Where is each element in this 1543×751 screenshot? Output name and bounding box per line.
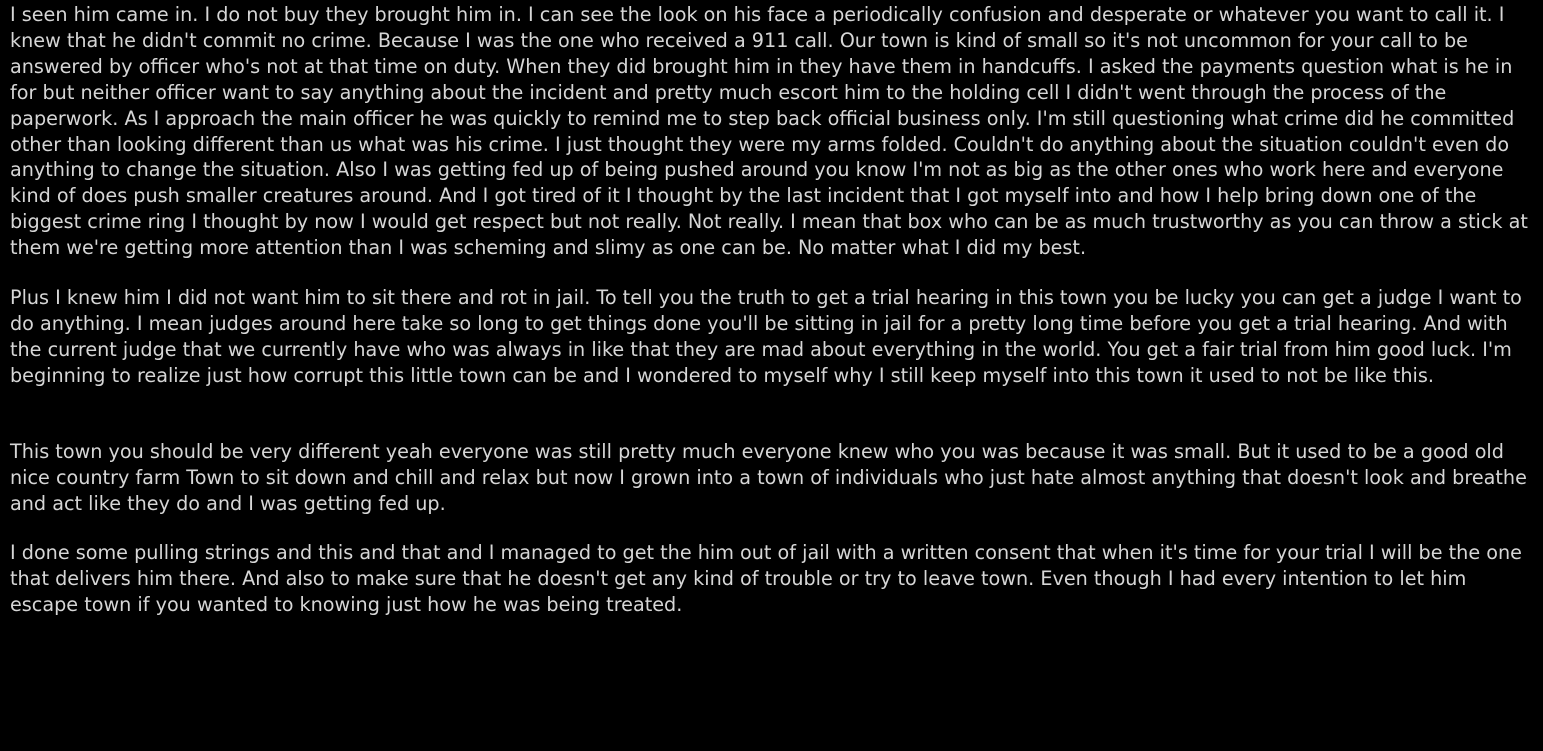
paragraph-3: This town you should be very different yeah everyone was still pretty much everyone knew who you was because it was small. But it used to be a good old nice country farm Town to sit down and chill and relax but now I grown into a town of individuals who just hate almost anything that doesn't look and breathe and act like they do and I was getting fed up.	[10, 439, 1527, 515]
paragraph-spacer	[10, 516, 1533, 540]
paragraph-spacer	[10, 389, 1533, 439]
paragraph-4: I done some pulling strings and this and that and I managed to get the him out of jail with a written consent that when it's time for your trial I will be the one that delivers him there. And also to make sure that he doesn't get any kind of trouble or try to leave town. Even though I had every intention to let him escape town if you wanted to knowing just how he was being treated.	[10, 541, 1522, 617]
paragraph-2: Plus I knew him I did not want him to sit there and rot in jail. To tell you the truth to get a trial hearing in this town you be lucky you can get a judge I want to do anything. I mean judges around here take so long to get things done you'll be sitting in jail for a pretty long time before you get a trial hearing. And with the current judge that we currently have who was always in like that they are mad about everything in the world. You get a fair trial from him good luck. I'm beginning to realize just how corrupt this little town can be and I wondered to myself why I still keep myself into this town it used to not be like this.	[10, 286, 1522, 387]
paragraph-1: I seen him came in. I do not buy they brought him in. I can see the look on his face a periodically confusion and desperate or whatever you want to call it. I knew that he didn't commit no crime. Because I was the one who received a 911 call. Our town is kind of small so it's not uncommon for your call to be answered by officer who's not at that time on duty. When they did brought him in they have them in handcuffs. I asked the payments question what is he in for but neither officer want to say anything about the incident and pretty much escort him to the holding cell I didn't went through the process of the paperwork. As I approach the main officer he was quickly to remind me to step back official business only. I'm still questioning what crime did he committed other than looking different than us what was his crime. I just thought they were my arms folded. Couldn't do anything about the situation couldn't even do anything to change the situation. Also I was getting fed up of being pushed around you know I'm not as big as the other ones who work here and everyone kind of does push smaller creatures around. And I got tired of it I thought by the last incident that I got myself into and how I help bring down one of the biggest crime ring I thought by now I would get respect but not really. Not really. I mean that box who can be as much trustworthy as you can throw a stick at them we're getting more attention than I was scheming and slimy as one can be. No matter what I did my best.	[10, 3, 1528, 260]
paragraph-spacer	[10, 261, 1533, 285]
